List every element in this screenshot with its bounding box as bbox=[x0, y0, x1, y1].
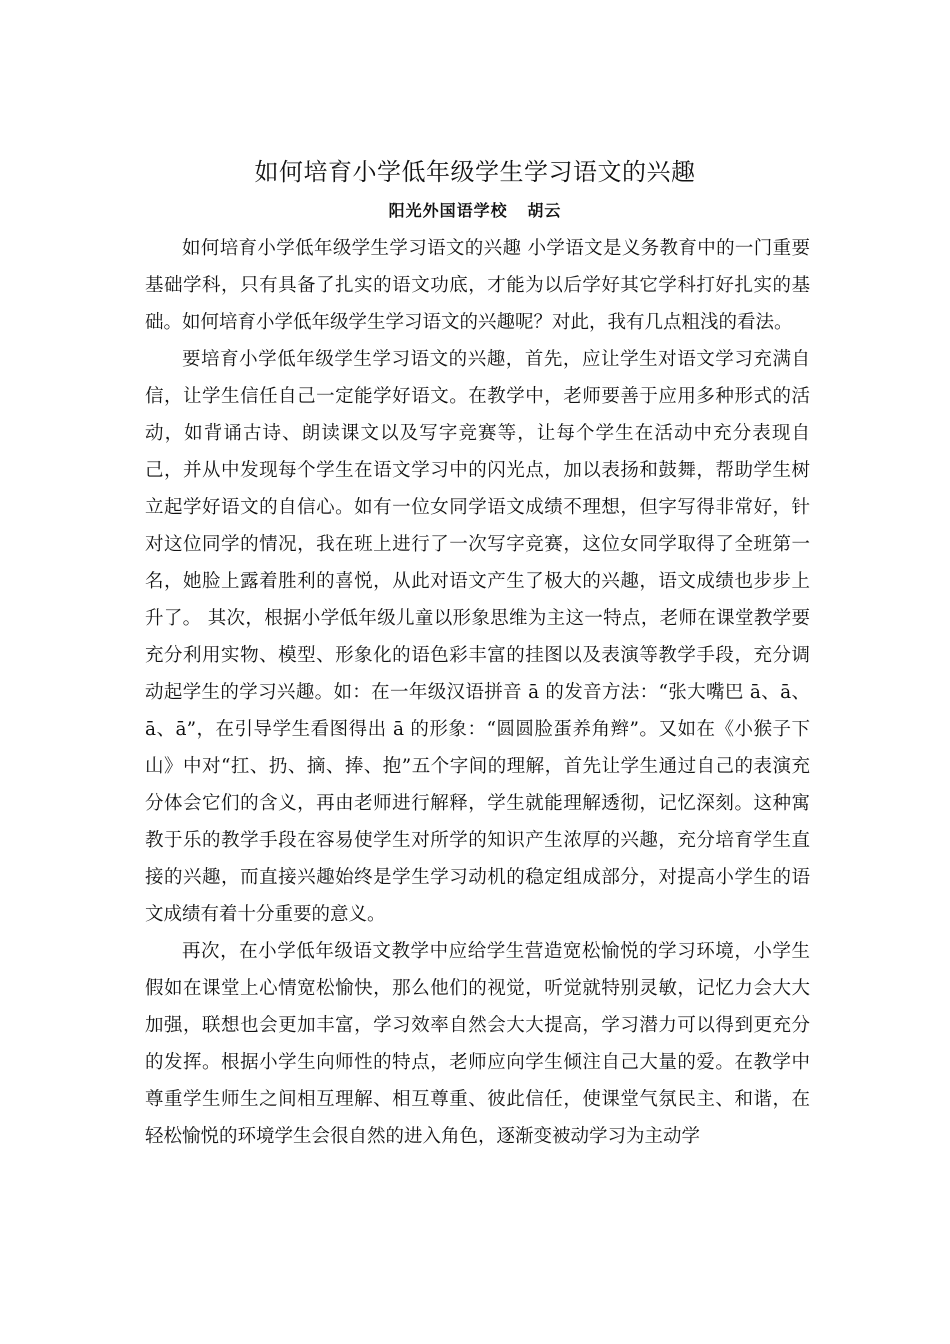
paragraph-intro: 如何培育小学低年级学生学习语文的兴趣 小学语文是义务教育中的一门重要基础学科，只有具备了扎实的语文功底，才能为以后学好其它学科打好扎实的基础。如何培育小学低年级学生学习语文的兴趣呢？对此，我有几点粗浅的看法。 bbox=[145, 238, 810, 333]
author-byline: 阳光外国语学校 胡云 bbox=[388, 201, 562, 220]
paragraph-confidence: 要培育小学低年级学生学习语文的兴趣，首先，应让学生对语文学习充满自信，让学生信任自己一定能学好语文。在教学中，老师要善于应用多种形式的活动，如背诵古诗、朗读课文以及写字竞赛等，让每个学生在活动中充分表现自己，并从中发现每个学生在语文学习中的闪光点，加以表扬和鼓舞，帮助学生树立起学好语文的自信心。如有一位女同学语文成绩不理想，但字写得非常好，针对这位同学的情况，我在班上进行了一次写字竞赛，这位女同学取得了全班第一名，她脸上露着胜利的喜悦，从此对语文产生了极大的兴趣，语文成绩也步步上升了。 其次，根据小学低年级儿童以形象思维为主这一特点，老师在课堂教学要充分利用实物、模型、形象化的语色彩丰富的挂图以及表演等教学手段，充分调动起学生的学习兴趣。如：在一年级汉语拼音 ā 的发音方法：“张大嘴巴 ā、ā、ā、ā”，在引导学生看图得出 ā 的形象：“圆圆脸蛋养角辫”。又如在《小猴子下山》中对“扛、扔、摘、捧、抱”五个字间的理解，首先让学生通过自己的表演充分体会它们的含义，再由老师进行解释，学生就能理解透彻，记忆深刻。这种寓教于乐的教学手段在容易使学生对所学的知识产生浓厚的兴趣，充分培育学生直接的兴趣，而直接兴趣始终是学生学习动机的稳定组成部分，对提高小学生的语文成绩有着十分重要的意义。 bbox=[145, 349, 810, 925]
paragraph-environment: 再次，在小学低年级语文教学中应给学生营造宽松愉悦的学习环境，小学生假如在课堂上心情宽松愉快，那么他们的视觉，听觉就特别灵敏，记忆力会大大加强，联想也会更加丰富，学习效率自然会大大提高，学习潜力可以得到更充分的发挥。根据小学生向师性的特点，老师应向学生倾注自己大量的爱。在教学中尊重学生师生之间相互理解、相互尊重、彼此信任，使课堂气氛民主、和谐，在轻松愉悦的环境学生会很自然的进入角色，逐渐变被动学习为主动学 bbox=[145, 941, 810, 1147]
document-body bbox=[145, 230, 810, 1155]
document-title: 如何培育小学低年级学生学习语文的兴趣 bbox=[254, 158, 696, 186]
